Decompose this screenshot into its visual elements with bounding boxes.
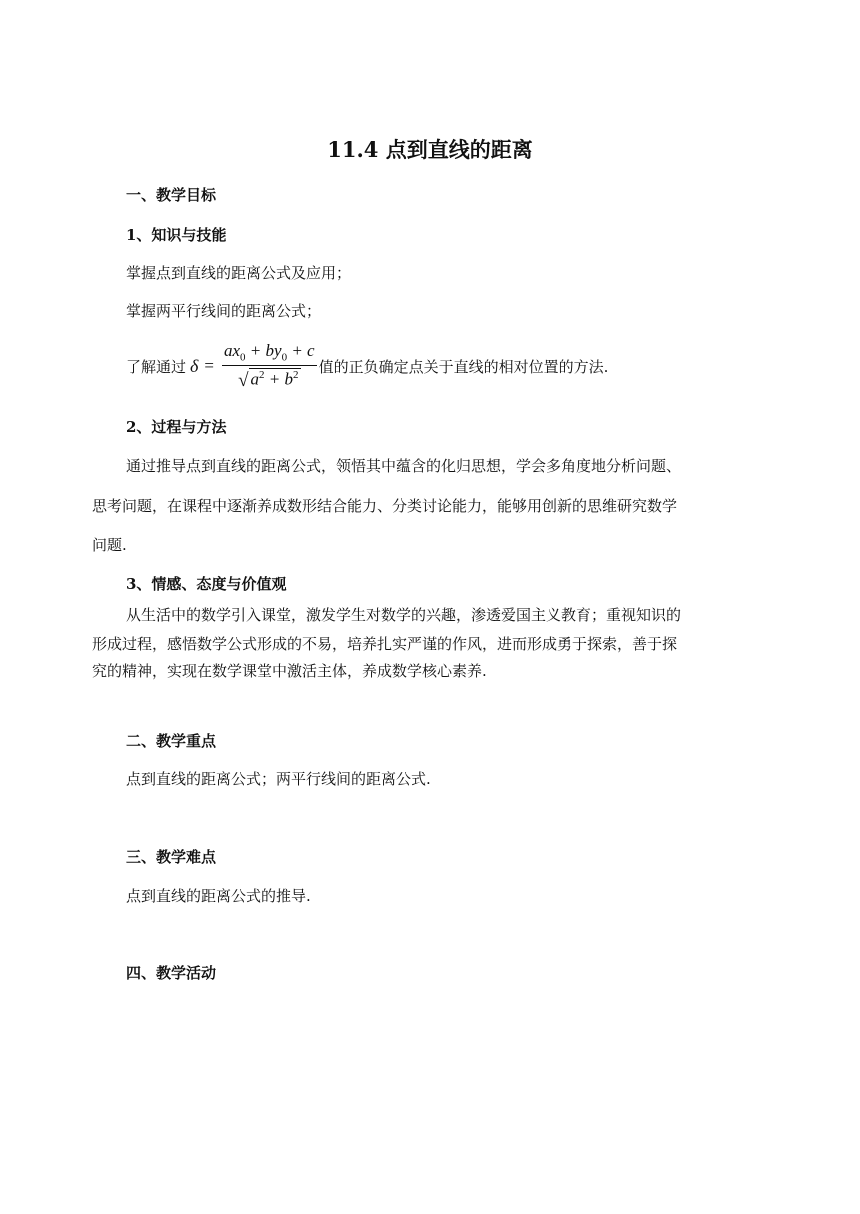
objective-line-2: 掌握两平行线间的距离公式； bbox=[126, 302, 322, 320]
attitudes-paragraph-line-3: 究的精神，实现在数学课堂中激活主体，养成数学核心素养. bbox=[92, 662, 487, 680]
formula-denominator: √ $a^2 + b^2$ bbox=[238, 369, 299, 392]
subheading-attitudes-values: 3、情感、态度与价值观 bbox=[126, 575, 287, 593]
section-heading-key-points: 二、教学重点 bbox=[126, 732, 217, 750]
subheading-process-methods: 2、过程与方法 bbox=[126, 418, 227, 436]
objective-line-3 bbox=[126, 338, 608, 394]
section-heading-objectives: 一、教学目标 bbox=[126, 186, 217, 204]
process-paragraph-line-2: 思考问题，在课程中逐渐养成数形结合能力、分类讨论能力，能够用创新的思维研究数学 bbox=[92, 497, 678, 515]
equals-sign: = bbox=[204, 356, 214, 375]
formula-numerator: $ax_0 + by_0 + c$ bbox=[222, 341, 317, 366]
attitudes-paragraph-line-1: 从生活中的数学引入课堂，激发学生对数学的兴趣，渗透爱国主义教育；重视知识的 bbox=[126, 606, 682, 624]
key-points-text: 点到直线的距离公式；两平行线间的距离公式. bbox=[126, 770, 431, 788]
difficulties-text: 点到直线的距离公式的推导. bbox=[126, 887, 311, 905]
subheading-knowledge-skills: 1、知识与技能 bbox=[126, 226, 227, 244]
objective-line-3-prefix: 了解通过 bbox=[126, 357, 187, 376]
delta-symbol: δ bbox=[190, 355, 199, 376]
page-title: 11.4 点到直线的距离 bbox=[327, 137, 533, 162]
section-heading-difficulties: 三、教学难点 bbox=[126, 848, 217, 866]
objective-line-3-suffix: 值的正负确定点关于直线的相对位置的方法. bbox=[318, 357, 609, 376]
attitudes-paragraph-line-2: 形成过程，感悟数学公式形成的不易，培养扎实严谨的作风，进而形成勇于探索，善于探 bbox=[92, 635, 678, 653]
distance-formula-fraction bbox=[222, 341, 317, 391]
objective-line-1: 掌握点到直线的距离公式及应用； bbox=[126, 264, 352, 282]
process-paragraph-line-1: 通过推导点到直线的距离公式，领悟其中蕴含的化归思想，学会多角度地分析问题、 bbox=[126, 457, 682, 475]
section-heading-activities: 四、教学活动 bbox=[126, 964, 217, 982]
process-paragraph-line-3: 问题. bbox=[92, 536, 127, 554]
